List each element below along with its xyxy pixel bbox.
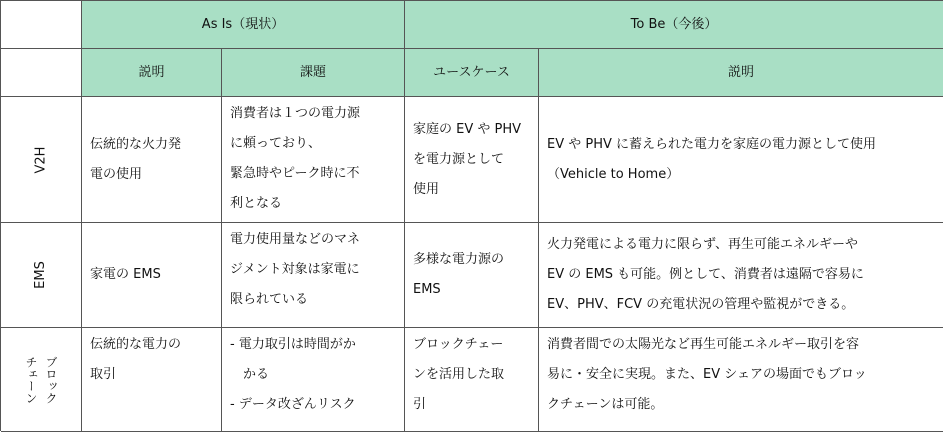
v2h-usecase-line: を電力源として bbox=[413, 151, 505, 167]
blockchain-asis-desc-line: 取引 bbox=[90, 367, 117, 382]
v2h-usecase-line: 使用 bbox=[413, 181, 440, 197]
blockchain-tobe-line: 消費者間での太陽光など再生可能エネルギー取引を容 bbox=[547, 337, 860, 352]
v2h-issue-line: 消費者は１つの電力源 bbox=[230, 106, 361, 121]
ems-issue-line: ジメント対象は家電に bbox=[230, 262, 360, 277]
column-header-tobe-description: 説明 bbox=[539, 49, 943, 97]
ems-tobe-line: EV、PHV、FCV の充電状況の管理や監視ができる。 bbox=[547, 297, 855, 312]
blockchain-usecase bbox=[405, 328, 539, 432]
ems-usecase bbox=[405, 223, 539, 328]
ems-usecase-line: EMS bbox=[413, 282, 441, 297]
ems-usecase-line: 多様な電力源の bbox=[413, 252, 505, 267]
ems-tobe-line: EV の EMS も可能。例として、消費者は遠隔で容易に bbox=[547, 267, 864, 282]
ems-asis-issue bbox=[222, 223, 405, 328]
blockchain-issue-line: - 電力取引は時間がか bbox=[230, 337, 356, 352]
column-header-issues: 課題 bbox=[222, 49, 405, 97]
corner-cell-top bbox=[1, 1, 82, 49]
blockchain-tobe-line: 易に・安全に実現。また、EV シェアの場面でもブロッ bbox=[547, 367, 867, 382]
v2h-usecase bbox=[405, 97, 539, 223]
v2h-asis-desc-line: 電の使用 bbox=[90, 166, 143, 182]
ems-issue-line: 電力使用量などのマネ bbox=[230, 232, 361, 247]
v2h-issue-line: 利となる bbox=[230, 196, 283, 211]
blockchain-tobe-description bbox=[539, 328, 943, 432]
corner-cell-bottom bbox=[1, 49, 82, 97]
row-label-blockchain-line: ブロック bbox=[44, 355, 58, 404]
v2h-issue-line: 緊急時やピーク時に不 bbox=[230, 166, 360, 181]
blockchain-asis-issue bbox=[222, 328, 405, 432]
v2h-asis-desc-line: 伝統的な火力発 bbox=[90, 136, 182, 152]
blockchain-usecase-line: 引 bbox=[413, 397, 427, 412]
v2h-asis-issue bbox=[222, 97, 405, 223]
blockchain-usecase-line: ンを活用した取 bbox=[413, 367, 505, 382]
column-header-usecase: ユースケース bbox=[405, 49, 539, 97]
row-label-blockchain-line: チェーン bbox=[24, 355, 38, 404]
v2h-tobe-line: EV や PHV に蓄えられた電力を家庭の電力源として使用 bbox=[547, 136, 877, 152]
v2h-issue-line: に頼っており、 bbox=[230, 136, 322, 151]
ems-asis-desc-line: 家電の EMS bbox=[90, 267, 161, 282]
blockchain-usecase-line: ブロックチェー bbox=[413, 337, 504, 352]
blockchain-asis-desc-line: 伝統的な電力の bbox=[90, 337, 182, 352]
ems-tobe-line: 火力発電による電力に限らず、再生可能エネルギーや bbox=[547, 237, 858, 252]
row-label-v2h bbox=[1, 97, 82, 223]
to-be-group-header: To Be（今後） bbox=[405, 1, 943, 49]
ems-issue-line: 限られている bbox=[230, 292, 309, 307]
ems-asis-description bbox=[82, 223, 222, 328]
v2h-usecase-line: 家庭の EV や PHV bbox=[413, 121, 522, 137]
row-label-ems-text: EMS bbox=[33, 261, 48, 289]
blockchain-asis-description bbox=[82, 328, 222, 432]
v2h-asis-description bbox=[82, 97, 222, 223]
blockchain-tobe-line: クチェーンは可能。 bbox=[547, 397, 664, 412]
as-is-group-header: As Is（現状） bbox=[82, 1, 405, 49]
row-label-blockchain bbox=[1, 328, 82, 432]
v2h-tobe-description bbox=[539, 97, 943, 223]
row-label-v2h-text: V2H bbox=[32, 146, 48, 173]
v2h-tobe-line: （Vehicle to Home） bbox=[547, 166, 680, 182]
ems-tobe-description bbox=[539, 223, 943, 328]
blockchain-issue-line: - データ改ざんリスク bbox=[230, 397, 356, 412]
blockchain-issue-line: かる bbox=[230, 367, 270, 382]
row-label-ems bbox=[1, 223, 82, 328]
column-header-asis-description: 説明 bbox=[82, 49, 222, 97]
